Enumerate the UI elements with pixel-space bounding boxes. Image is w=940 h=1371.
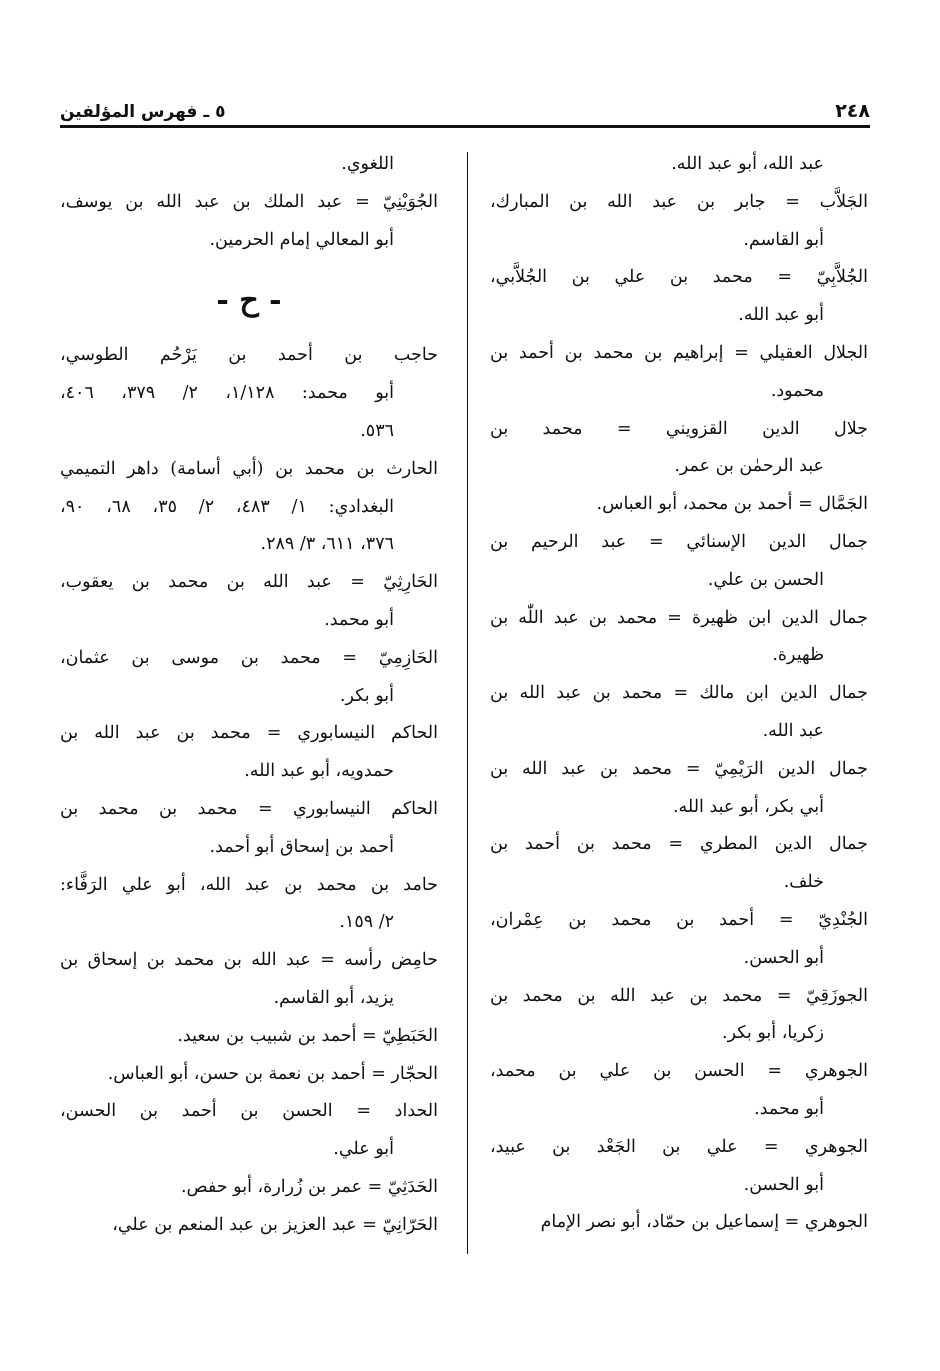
index-entry [490,335,868,411]
entry-heading-line: الجوهري = الحسن بن علي بن محمد، [490,1061,868,1082]
entry-heading-line: الحداد = الحسن بن أحمد بن الحسن، [60,1101,438,1122]
entry-heading-line: الحَدَثِيّ = عمر بن زُرارة، أبو حفص. [180,1176,438,1197]
entry-continuation-line: أبو الحسن. [743,947,824,968]
entry-heading-line: الحَبَطِيّ = أحمد بن شبيب بن سعيد. [177,1025,438,1046]
continuation-line: عبد الله، أبو عبد الله. [671,154,824,174]
index-entry [60,1056,438,1094]
entry-continuation-line: ٣٧٦، ٦١١، ٣/ ٢٨٩. [260,534,394,555]
index-entry [60,1018,438,1056]
continuation-line: اللغوي. [341,154,394,174]
index-entry [60,791,438,867]
entry-continuation-line: ٥٣٦. [360,420,394,441]
entry-heading-line: جمال الدين ابن ظهيرة = محمد بن عبد اللّٰه بن [490,607,868,628]
entry-heading-line: الجلال العقيلي = إبراهيم بن محمد بن أحمد بن [490,342,868,363]
index-entry [60,451,438,564]
entry-continuation-line: عبد الرحمٰن بن عمر. [674,456,824,477]
entry-heading-line: جمال الدين ابن مالك = محمد بن عبد الله بن [490,683,868,704]
entry-heading-line: جمال الدين الإسنائي = عبد الرحيم بن [490,531,868,552]
entry-heading-line: الجَمَّال = أحمد بن محمد، أبو العباس. [596,494,868,515]
entry-heading-line: حامِض رأسه = عبد الله بن محمد بن إسحاق بن [60,950,438,971]
index-entry [490,751,868,827]
entry-heading-line: الحاكم النيسابوري = محمد بن عبد الله بن [60,723,438,744]
entry-heading-line: الجوزَقِيّ = محمد بن عبد الله بن محمد بن [490,985,868,1006]
index-entry [60,184,438,260]
entry-heading-line: الجوهري = إسماعيل بن حمّاد، أبو نصر الإمام [540,1212,868,1233]
index-entry [60,1207,438,1245]
entry-continuation-line: خلف. [783,872,824,893]
entry-continuation-line: أبو القاسم. [743,229,824,250]
page-header [60,88,870,122]
entry-heading-line: الحَرّانِيّ = عبد العزيز بن عبد المنعم بن علي، [112,1214,438,1235]
letter-heading: - ح - [216,283,282,319]
entry-continuation-line: أبو محمد. [324,609,394,630]
entry-continuation-line: محمود. [770,380,824,401]
entry-continuation-line: الحسن بن علي. [707,569,824,590]
entry-heading-line: حاجب بن أحمد بن يَرْحُم الطوسي، [60,345,438,366]
entry-continuation-line: ظهيرة. [772,645,824,666]
page-number: ٢٤٨ [835,100,870,122]
left-pre-entries-list [60,184,438,260]
entry-continuation-line: أبو محمد: ١/١٢٨، ٢/ ٣٧٩، ٤٠٦، [60,383,394,404]
index-entry [60,1093,438,1169]
entry-continuation-line: ٢/ ١٥٩. [339,912,394,933]
entry-heading-line: جمال الدين المطري = محمد بن أحمد بن [490,834,868,855]
entry-continuation-line: أحمد بن إسحاق أبو أحمد. [209,836,394,857]
entry-continuation-line: أبو بكر. [339,685,394,706]
index-entry [490,486,868,524]
index-entry [60,942,438,1018]
entry-continuation-line: أبي بكر، أبو عبد الله. [672,796,824,817]
entry-heading-line: جلال الدين القزويني = محمد بن [490,418,868,439]
entry-heading-line: حامد بن محمد بن عبد الله، أبو علي الرَفَّاء: [60,874,438,895]
index-entry [490,1129,868,1205]
index-entry [60,867,438,943]
entry-continuation-line: أبو عبد الله. [738,305,824,326]
index-entry [490,259,868,335]
entry-continuation-line: أبو محمد. [754,1098,824,1119]
index-entry [490,675,868,751]
entry-heading-line: الجُنْدِيّ = أحمد بن محمد بن عِمْران، [490,909,868,930]
index-entry [490,411,868,487]
entry-heading-line: الحَازِمِيّ = محمد بن موسى بن عثمان، [60,647,438,668]
index-entry [60,1169,438,1207]
entry-continuation-line: أبو علي. [333,1139,394,1160]
index-entry [490,826,868,902]
index-entry [60,715,438,791]
index-entry [490,978,868,1054]
right-entries-list [490,184,868,1242]
index-entry [490,902,868,978]
entry-continuation-line: زكريا، أبو بكر. [722,1023,824,1044]
entry-heading-line: الجوهري = علي بن الجَعْد بن عبيد، [490,1136,868,1157]
left-entries-list [60,337,438,1244]
index-entry [60,564,438,640]
entry-continuation-line: يزيد، أبو القاسم. [273,987,394,1008]
right-column [490,146,868,1242]
entry-heading-line: الحاكم النيسابوري = محمد بن محمد بن [60,798,438,819]
entry-heading-line: الجُوَيْنِيّ = عبد الملك بن عبد الله بن يوسف، [60,191,438,212]
index-entry [490,600,868,676]
header-rule [60,125,870,128]
index-entry [490,184,868,260]
index-entry [490,1053,868,1129]
index-entry [490,524,868,600]
index-entry [60,640,438,716]
entry-heading-line: الحارث بن محمد بن (أبي أسامة) داهر التميمي [60,458,438,479]
entry-continuation-line: أبو المعالي إمام الحرمين. [209,229,394,250]
index-entry [490,1204,868,1242]
column-divider [467,152,468,1254]
entry-heading-line: جمال الدين الرَيْمِيّ = محمد بن عبد الله بن [490,758,868,779]
entry-continuation-line: عبد الله. [762,720,824,741]
entry-heading-line: الجَلاَّب = جابر بن عبد الله بن المبارك، [490,191,868,212]
index-entry [60,337,438,450]
entry-continuation-line: حمدويه، أبو عبد الله. [244,761,394,782]
entry-heading-line: الحجّار = أحمد بن نعمة بن حسن، أبو العباس. [107,1063,438,1084]
entry-heading-line: الحَارِثِيّ = عبد الله بن محمد بن يعقوب، [60,572,438,593]
entry-continuation-line: البغدادي: ١/ ٤٨٣، ٢/ ٣٥، ٦٨، ٩٠، [60,496,395,517]
entry-continuation-line: أبو الحسن. [743,1174,824,1195]
entry-heading-line: الجُلاَّبِيّ = محمد بن علي بن الجُلاَّبي، [490,267,868,288]
left-column [60,146,438,1245]
running-title: ٥ ـ فهرس المؤلفين [60,102,226,122]
